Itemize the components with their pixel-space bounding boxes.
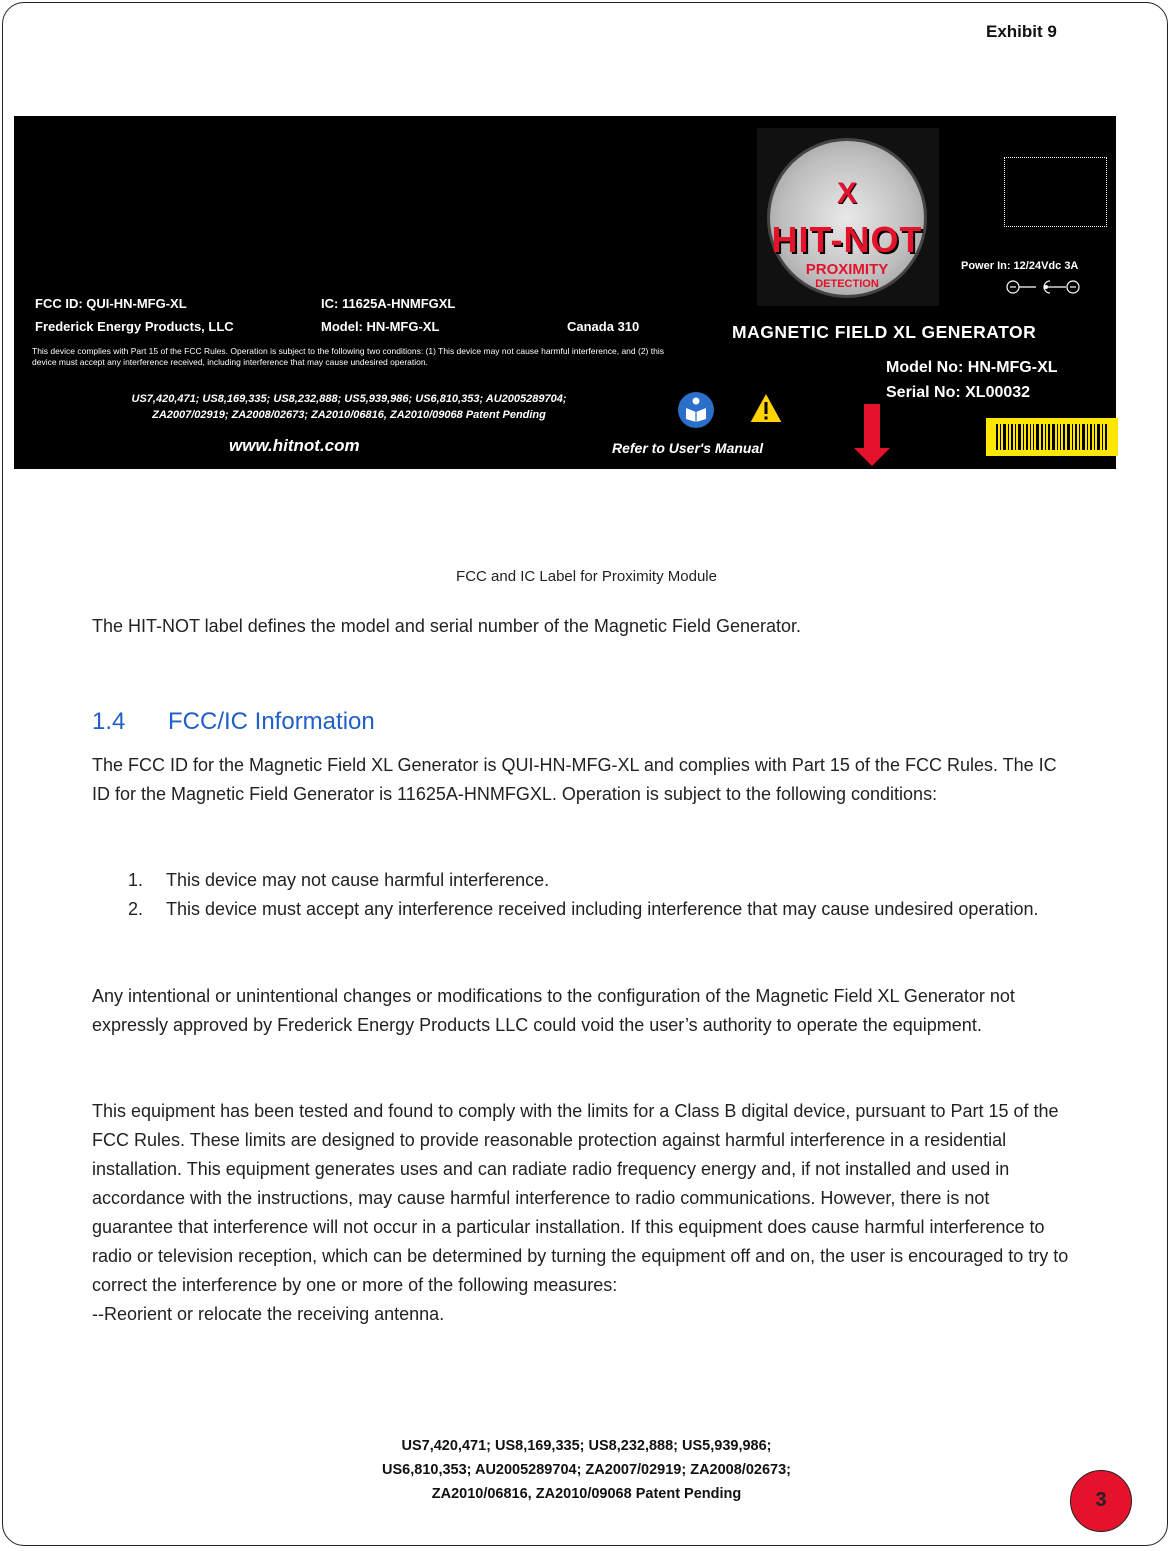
measure-1: --Reorient or relocate the receiving antenna. bbox=[92, 1304, 445, 1324]
power-rating: Power In: 12/24Vdc 3A bbox=[961, 260, 1079, 272]
pwm-tag bbox=[855, 404, 880, 448]
label-patents-line1: US7,420,471; US8,169,335; US8,232,888; US5,939,986; US6,810,353; AU2005289704; bbox=[131, 393, 567, 405]
canada-code: Canada 310 bbox=[567, 319, 640, 334]
logo-disc bbox=[767, 138, 927, 298]
dc-polarity-icon bbox=[1006, 278, 1086, 296]
serial-number: Serial No: XL00032 bbox=[886, 384, 1031, 401]
label-patents bbox=[34, 391, 664, 423]
logo-hit-not: HIT-NOT bbox=[771, 219, 923, 260]
manual-note: Refer to User's Manual bbox=[612, 440, 764, 456]
sticker-placeholder bbox=[1004, 157, 1107, 227]
barcode bbox=[986, 418, 1118, 456]
pwm-text: PWM bbox=[855, 414, 865, 435]
footer-line3: ZA2010/06816, ZA2010/09068 Patent Pending bbox=[431, 1486, 742, 1502]
section-title: FCC/IC Information bbox=[168, 708, 375, 735]
website: www.hitnot.com bbox=[229, 436, 360, 455]
barcode-bars-icon bbox=[996, 424, 1108, 450]
fcc-id: FCC ID: QUI-HN-MFG-XL bbox=[35, 296, 187, 311]
exhibit-label: Exhibit 9 bbox=[986, 22, 1057, 41]
intro-paragraph: The HIT-NOT label defines the model and serial number of the Magnetic Field Generator. bbox=[92, 616, 802, 636]
model-number: Model No: HN-MFG-XL bbox=[886, 359, 1058, 376]
section-heading bbox=[92, 708, 375, 736]
label-patents-line2: ZA2007/02919; ZA2008/02673; ZA2010/06816, ZA2010/09068 Patent Pending bbox=[152, 409, 546, 421]
footer-line2: US6,810,353; AU2005289704; ZA2007/02919; ZA2008/02673; bbox=[382, 1462, 791, 1478]
figure-caption: FCC and IC Label for Proximity Module bbox=[456, 568, 717, 585]
list-item bbox=[128, 895, 1078, 924]
label-model: Model: HN-MFG-XL bbox=[321, 319, 440, 334]
list-item-text: This device must accept any interference received including interference that may cause undesired operation. bbox=[166, 899, 1039, 919]
down-arrow-icon bbox=[854, 448, 890, 466]
hit-not-logo bbox=[757, 128, 939, 306]
class-b-paragraph bbox=[92, 1097, 1072, 1329]
read-manual-icon bbox=[678, 392, 714, 428]
list-item-number: 2. bbox=[128, 899, 144, 919]
footer-patents bbox=[0, 1434, 1173, 1506]
ic-id: IC: 11625A-HNMFGXL bbox=[321, 296, 456, 311]
footer-line1: US7,420,471; US8,169,335; US8,232,888; US5,939,986; bbox=[401, 1438, 772, 1454]
product-label bbox=[14, 116, 1116, 469]
warning-icon bbox=[747, 389, 785, 427]
section-number: 1.4 bbox=[92, 708, 126, 735]
company-name: Frederick Energy Products, LLC bbox=[35, 319, 234, 334]
generator-title: MAGNETIC FIELD XL GENERATOR bbox=[732, 322, 1037, 342]
logo-proximity: PROXIMITY bbox=[805, 261, 889, 278]
list-item-text: This device may not cause harmful interference. bbox=[166, 870, 550, 890]
modification-paragraph: Any intentional or unintentional changes or modifications to the configuration of the Magnetic Field XL Generator not expressly approved by Frederick Energy Products LLC could void the user’s authority to operate the equipment. bbox=[92, 986, 1015, 1035]
page-number: 3 bbox=[1070, 1470, 1132, 1532]
logo-x: X bbox=[836, 177, 857, 210]
conditions-list bbox=[128, 866, 1078, 924]
class-b-text: This equipment has been tested and found to comply with the limits for a Class B digital device, pursuant to Part 15 of the FCC Rules. These limits are designed to provide reasonable protection against harmful interference in a residential installation. This equipment generates uses and can radiate radio frequency energy and, if not installed and used in accordance with the instructions, may cause harmful interference to radio communications. However, there is not guarantee that interference will not occur in a particular installation. If this equipment does cause harmful interference to radio or television reception, which can be determined by turning the equipment off and on, the user is encouraged to try to correct the interference by one or more of the following measures: bbox=[92, 1101, 1069, 1295]
list-item-number: 1. bbox=[128, 870, 144, 890]
list-item bbox=[128, 866, 1078, 895]
compliance-statement: This device complies with Part 15 of the FCC Rules. Operation is subject to the following two conditions: (1) This device may not cause harmful interference, and (2) this device must accept any interference received, including interference that may cause undesired operation. bbox=[32, 346, 664, 367]
fcc-paragraph: The FCC ID for the Magnetic Field XL Generator is QUI-HN-MFG-XL and complies with Part 15 of the FCC Rules. The IC ID for the Magnetic Field Generator is 11625A-HNMFGXL. Operation is subject to the following conditions: bbox=[92, 755, 1057, 804]
logo-detection: DETECTION bbox=[815, 278, 879, 290]
